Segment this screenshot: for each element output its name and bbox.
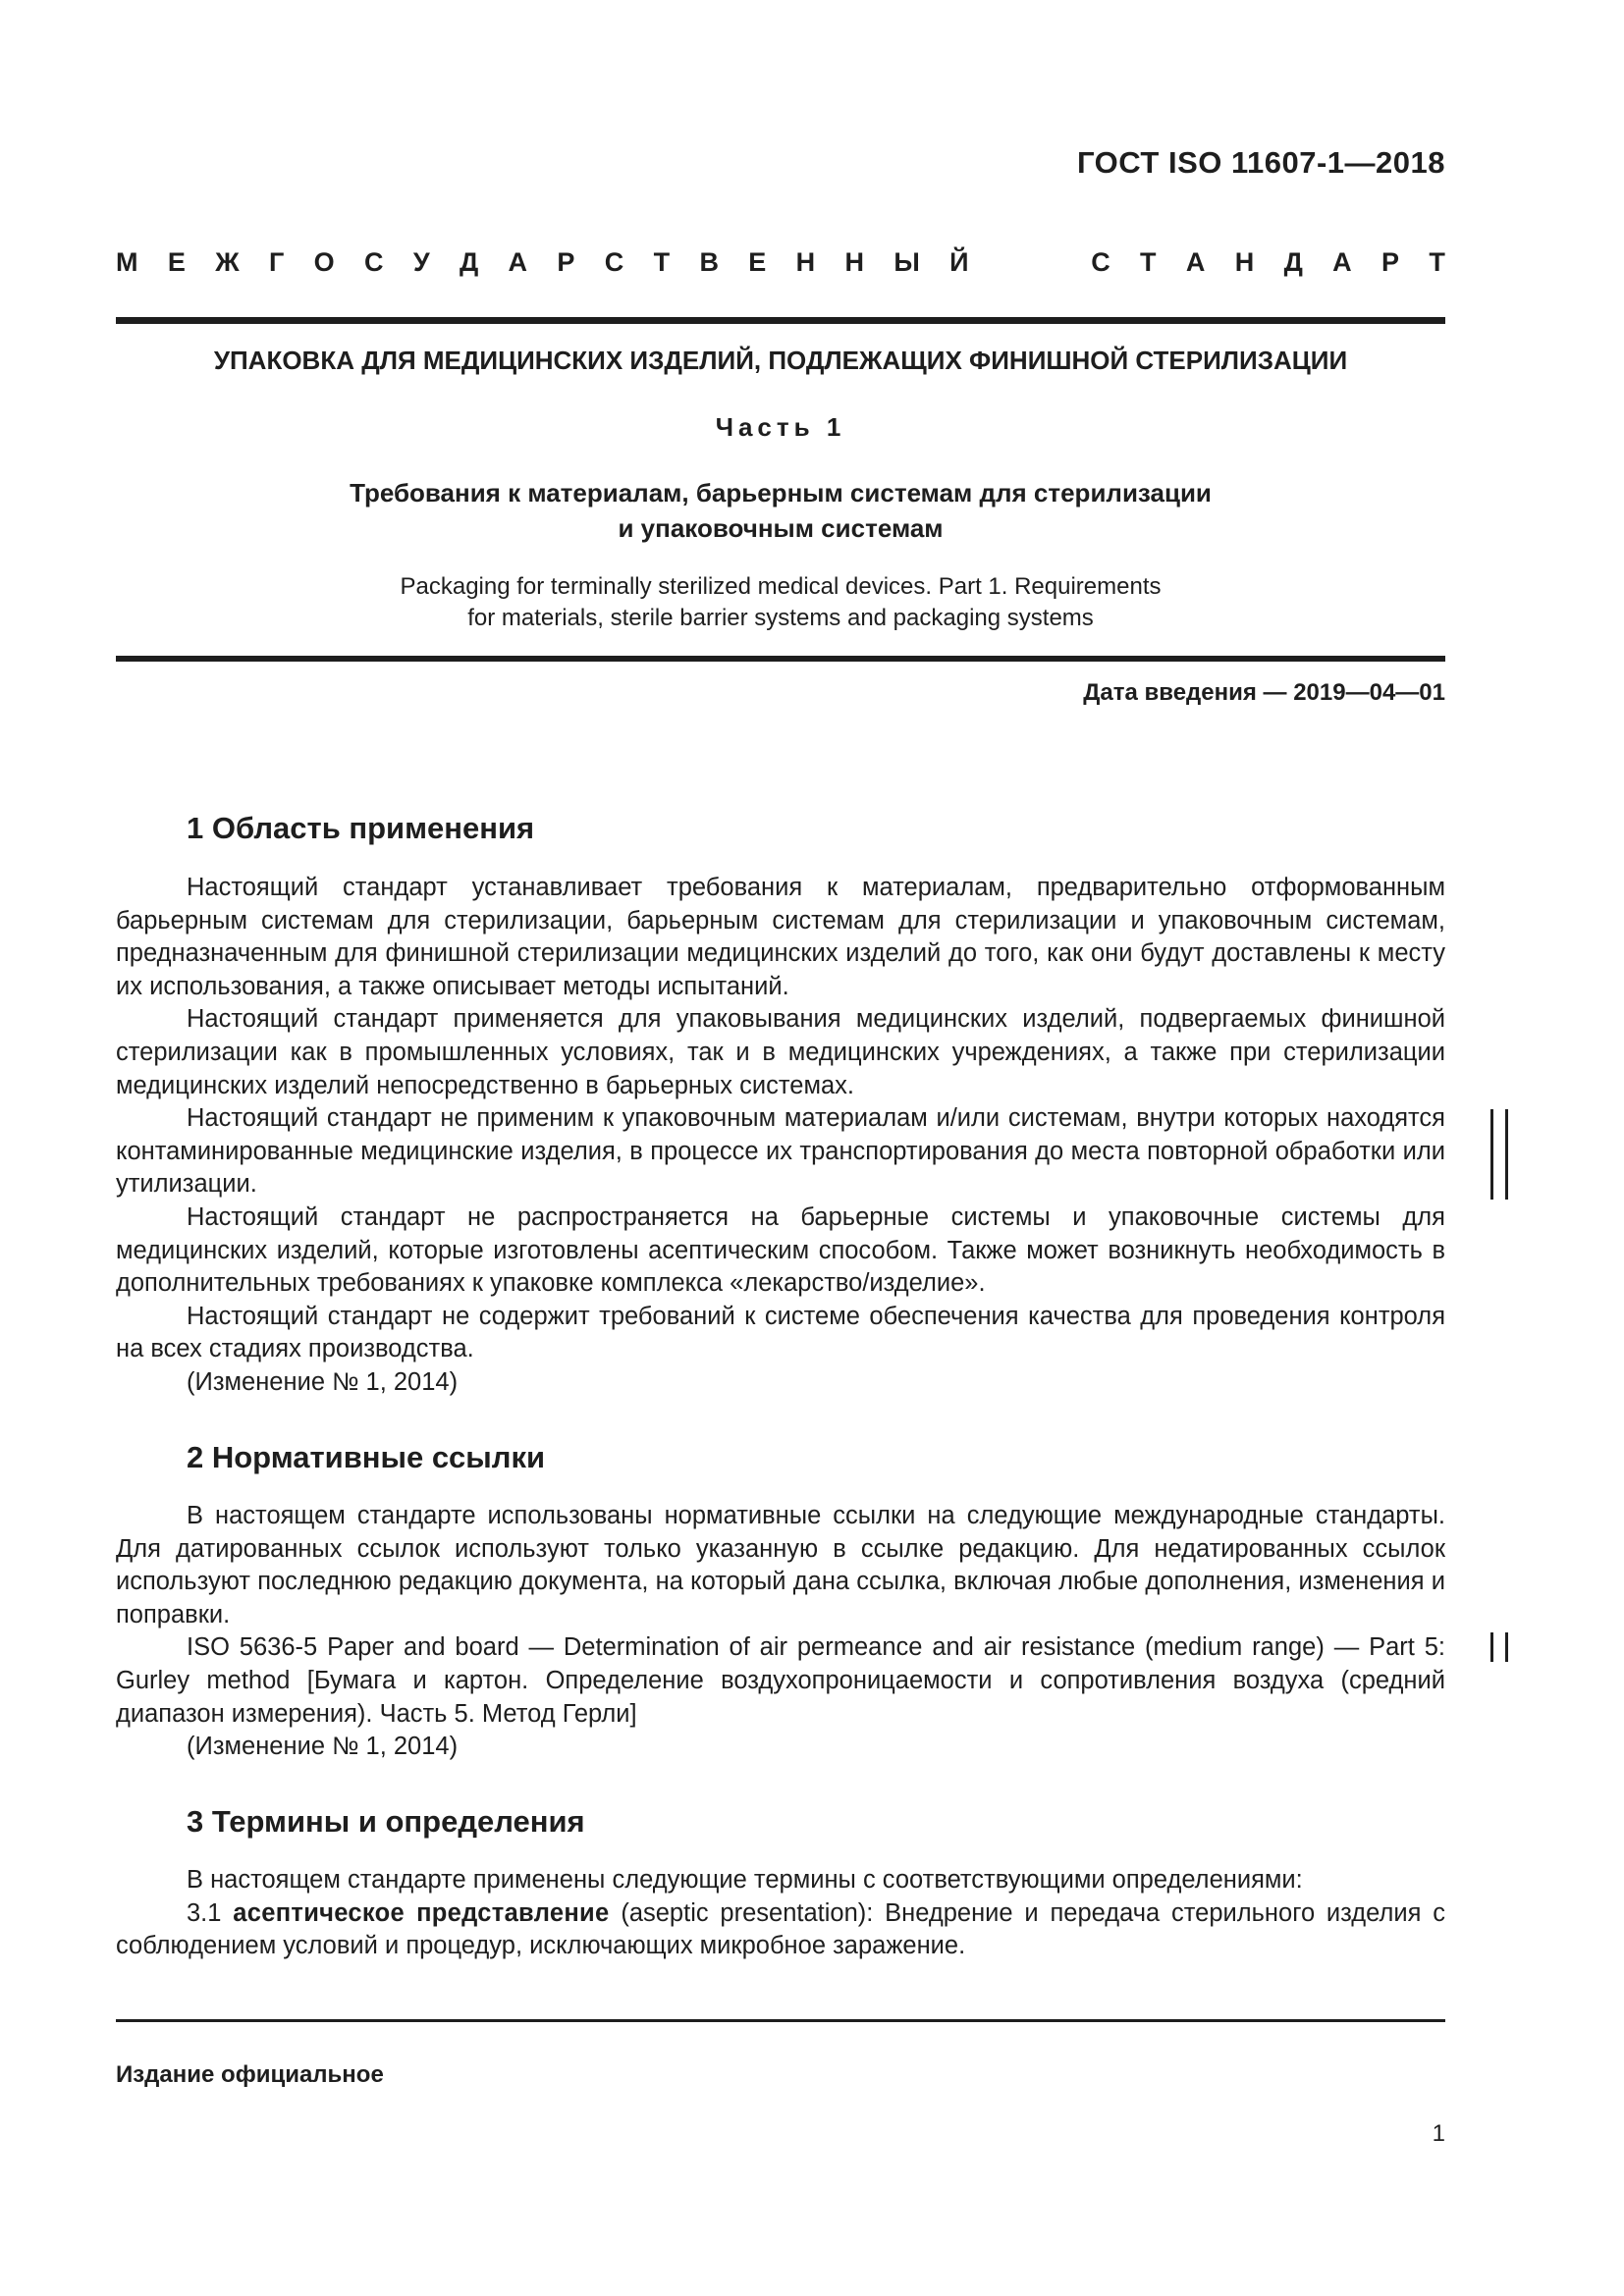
- section-1-body: [116, 872, 1445, 1400]
- change-bar: [1505, 1109, 1508, 1200]
- paragraph: Настоящий стандарт устанавливает требования к материалам, предварительно отформованным барьерным системам для стерилизации, барьерным системам для стерилизации и упаковочным системам, предназначенным для финишной стерилизации медицинских изделий до того, как они будут доставлены к месту их использования, а также описывает методы испытаний.: [116, 874, 1445, 1000]
- subtitle-line: и упаковочным системам: [618, 513, 944, 543]
- banner-letter: Д: [459, 247, 479, 277]
- section-2-heading: 2 Нормативные ссылки: [187, 1440, 546, 1474]
- term-definition: [116, 1897, 1445, 1963]
- header-divider: [116, 317, 1445, 324]
- section-3-body: [116, 1864, 1445, 1963]
- page-number: 1: [1432, 2120, 1445, 2147]
- change-bar: [1505, 1632, 1508, 1662]
- introduction-date: Дата введения — 2019—04—01: [1083, 679, 1445, 706]
- english-title-line: for materials, sterile barrier systems and packaging systems: [467, 605, 1094, 631]
- banner-letter: Е: [167, 247, 186, 277]
- standard-number: ГОСТ ISO 11607-1—2018: [1077, 145, 1445, 180]
- section-1-heading: 1 Область применения: [187, 811, 535, 845]
- section-2-body: [116, 1500, 1445, 1764]
- title-divider: [116, 656, 1445, 662]
- banner-letter: Й: [949, 247, 969, 277]
- term-number: 3.1: [187, 1898, 222, 1927]
- term-description: (aseptic presentation): Внедрение и передача стерильного изделия с соблюдением условий и процедур, исключающих микробное заражение.: [116, 1898, 1445, 1960]
- banner-letter: В: [699, 247, 719, 277]
- footer-divider: [116, 2019, 1445, 2022]
- paragraph: В настоящем стандарте использованы нормативные ссылки на следующие международные стандарты. Для датированных ссылок используют только указанную в ссылке редакцию. Для недатированных ссылок используют последнюю редакцию документа, на который дана ссылка, включая любые дополнения, изменения и поправки.: [116, 1502, 1445, 1629]
- banner-letter: С: [604, 247, 624, 277]
- banner-letter: М: [116, 247, 138, 277]
- paragraph: Настоящий стандарт не применим к упаковочным материалам и/или системам, внутри которых находятся контаминированные медицинские изделия, в процессе их транспортирования до места повторной обработки или утилизации.: [116, 1104, 1445, 1199]
- paragraph: Настоящий стандарт не распространяется на барьерные системы и упаковочные системы для медицинских изделий, которые изготовлены асептическим способом. Также может возникнуть необходимость в дополнительных требованиях к упаковке комплекса «лекарство/изделие».: [116, 1202, 1445, 1298]
- banner-letter: С: [1091, 247, 1110, 277]
- interstate-standard-banner: [116, 247, 1445, 278]
- banner-letter: Ы: [893, 247, 920, 277]
- document-subtitle: [116, 475, 1445, 546]
- document-title: УПАКОВКА ДЛЯ МЕДИЦИНСКИХ ИЗДЕЛИЙ, ПОДЛЕЖАЩИХ ФИНИШНОЙ СТЕРИЛИЗАЦИИ: [213, 346, 1348, 375]
- banner-letter: С: [363, 247, 384, 277]
- banner-letter: А: [508, 247, 528, 277]
- banner-letter: Н: [844, 247, 864, 277]
- banner-letter: Р: [557, 247, 575, 277]
- banner-letter: Н: [1234, 247, 1255, 277]
- section-3-heading: 3 Термины и определения: [187, 1804, 585, 1839]
- subtitle-line: Требования к материалам, барьерным системам для стерилизации: [350, 478, 1212, 507]
- part-label: Часть 1: [715, 412, 846, 442]
- banner-letter: Т: [653, 247, 671, 277]
- banner-letter: А: [1185, 247, 1206, 277]
- paragraph: Настоящий стандарт не содержит требований к системе обеспечения качества для проведения контроля на всех стадиях производства.: [116, 1302, 1445, 1363]
- banner-letter: Т: [1429, 247, 1445, 277]
- paragraph: Настоящий стандарт применяется для упаковывания медицинских изделий, подвергаемых финишной стерилизации как в промышленных условиях, так и в медицинских учреждениях, а также при стерилизации медицинских изделий непосредственно в барьерных системах.: [116, 1005, 1445, 1099]
- banner-letter: Е: [748, 247, 767, 277]
- banner-letter: Г: [268, 247, 285, 277]
- change-bar: [1490, 1632, 1493, 1662]
- paragraph: В настоящем стандарте применены следующие термины с соответствующими определениями:: [187, 1866, 1303, 1894]
- banner-letter: Р: [1381, 247, 1400, 277]
- english-title-line: Packaging for terminally sterilized medical devices. Part 1. Requirements: [400, 573, 1162, 600]
- official-edition-label: Издание официальное: [116, 2061, 384, 2088]
- amendment-note: (Изменение № 1, 2014): [187, 1367, 459, 1396]
- banner-letter: Ж: [215, 247, 240, 277]
- banner-letter: Д: [1283, 247, 1303, 277]
- banner-letter: А: [1332, 247, 1352, 277]
- change-bar: [1490, 1109, 1493, 1200]
- term: асептическое представление: [233, 1898, 610, 1927]
- banner-letter: Н: [795, 247, 816, 277]
- banner-word-gap: [999, 247, 1061, 278]
- amendment-note: (Изменение № 1, 2014): [187, 1733, 459, 1761]
- reference-entry: ISO 5636-5 Paper and board — Determination of air permeance and air resistance (medium range) — Part 5: Gurley method [Бумага и картон. Определение воздухопроницаемости и сопротивления воздуха (средний диапазон измерения). Часть 5. Метод Герли]: [116, 1633, 1445, 1728]
- banner-letter: О: [313, 247, 335, 277]
- banner-letter: У: [412, 247, 430, 277]
- banner-letter: Т: [1140, 247, 1157, 277]
- english-title: [116, 571, 1445, 634]
